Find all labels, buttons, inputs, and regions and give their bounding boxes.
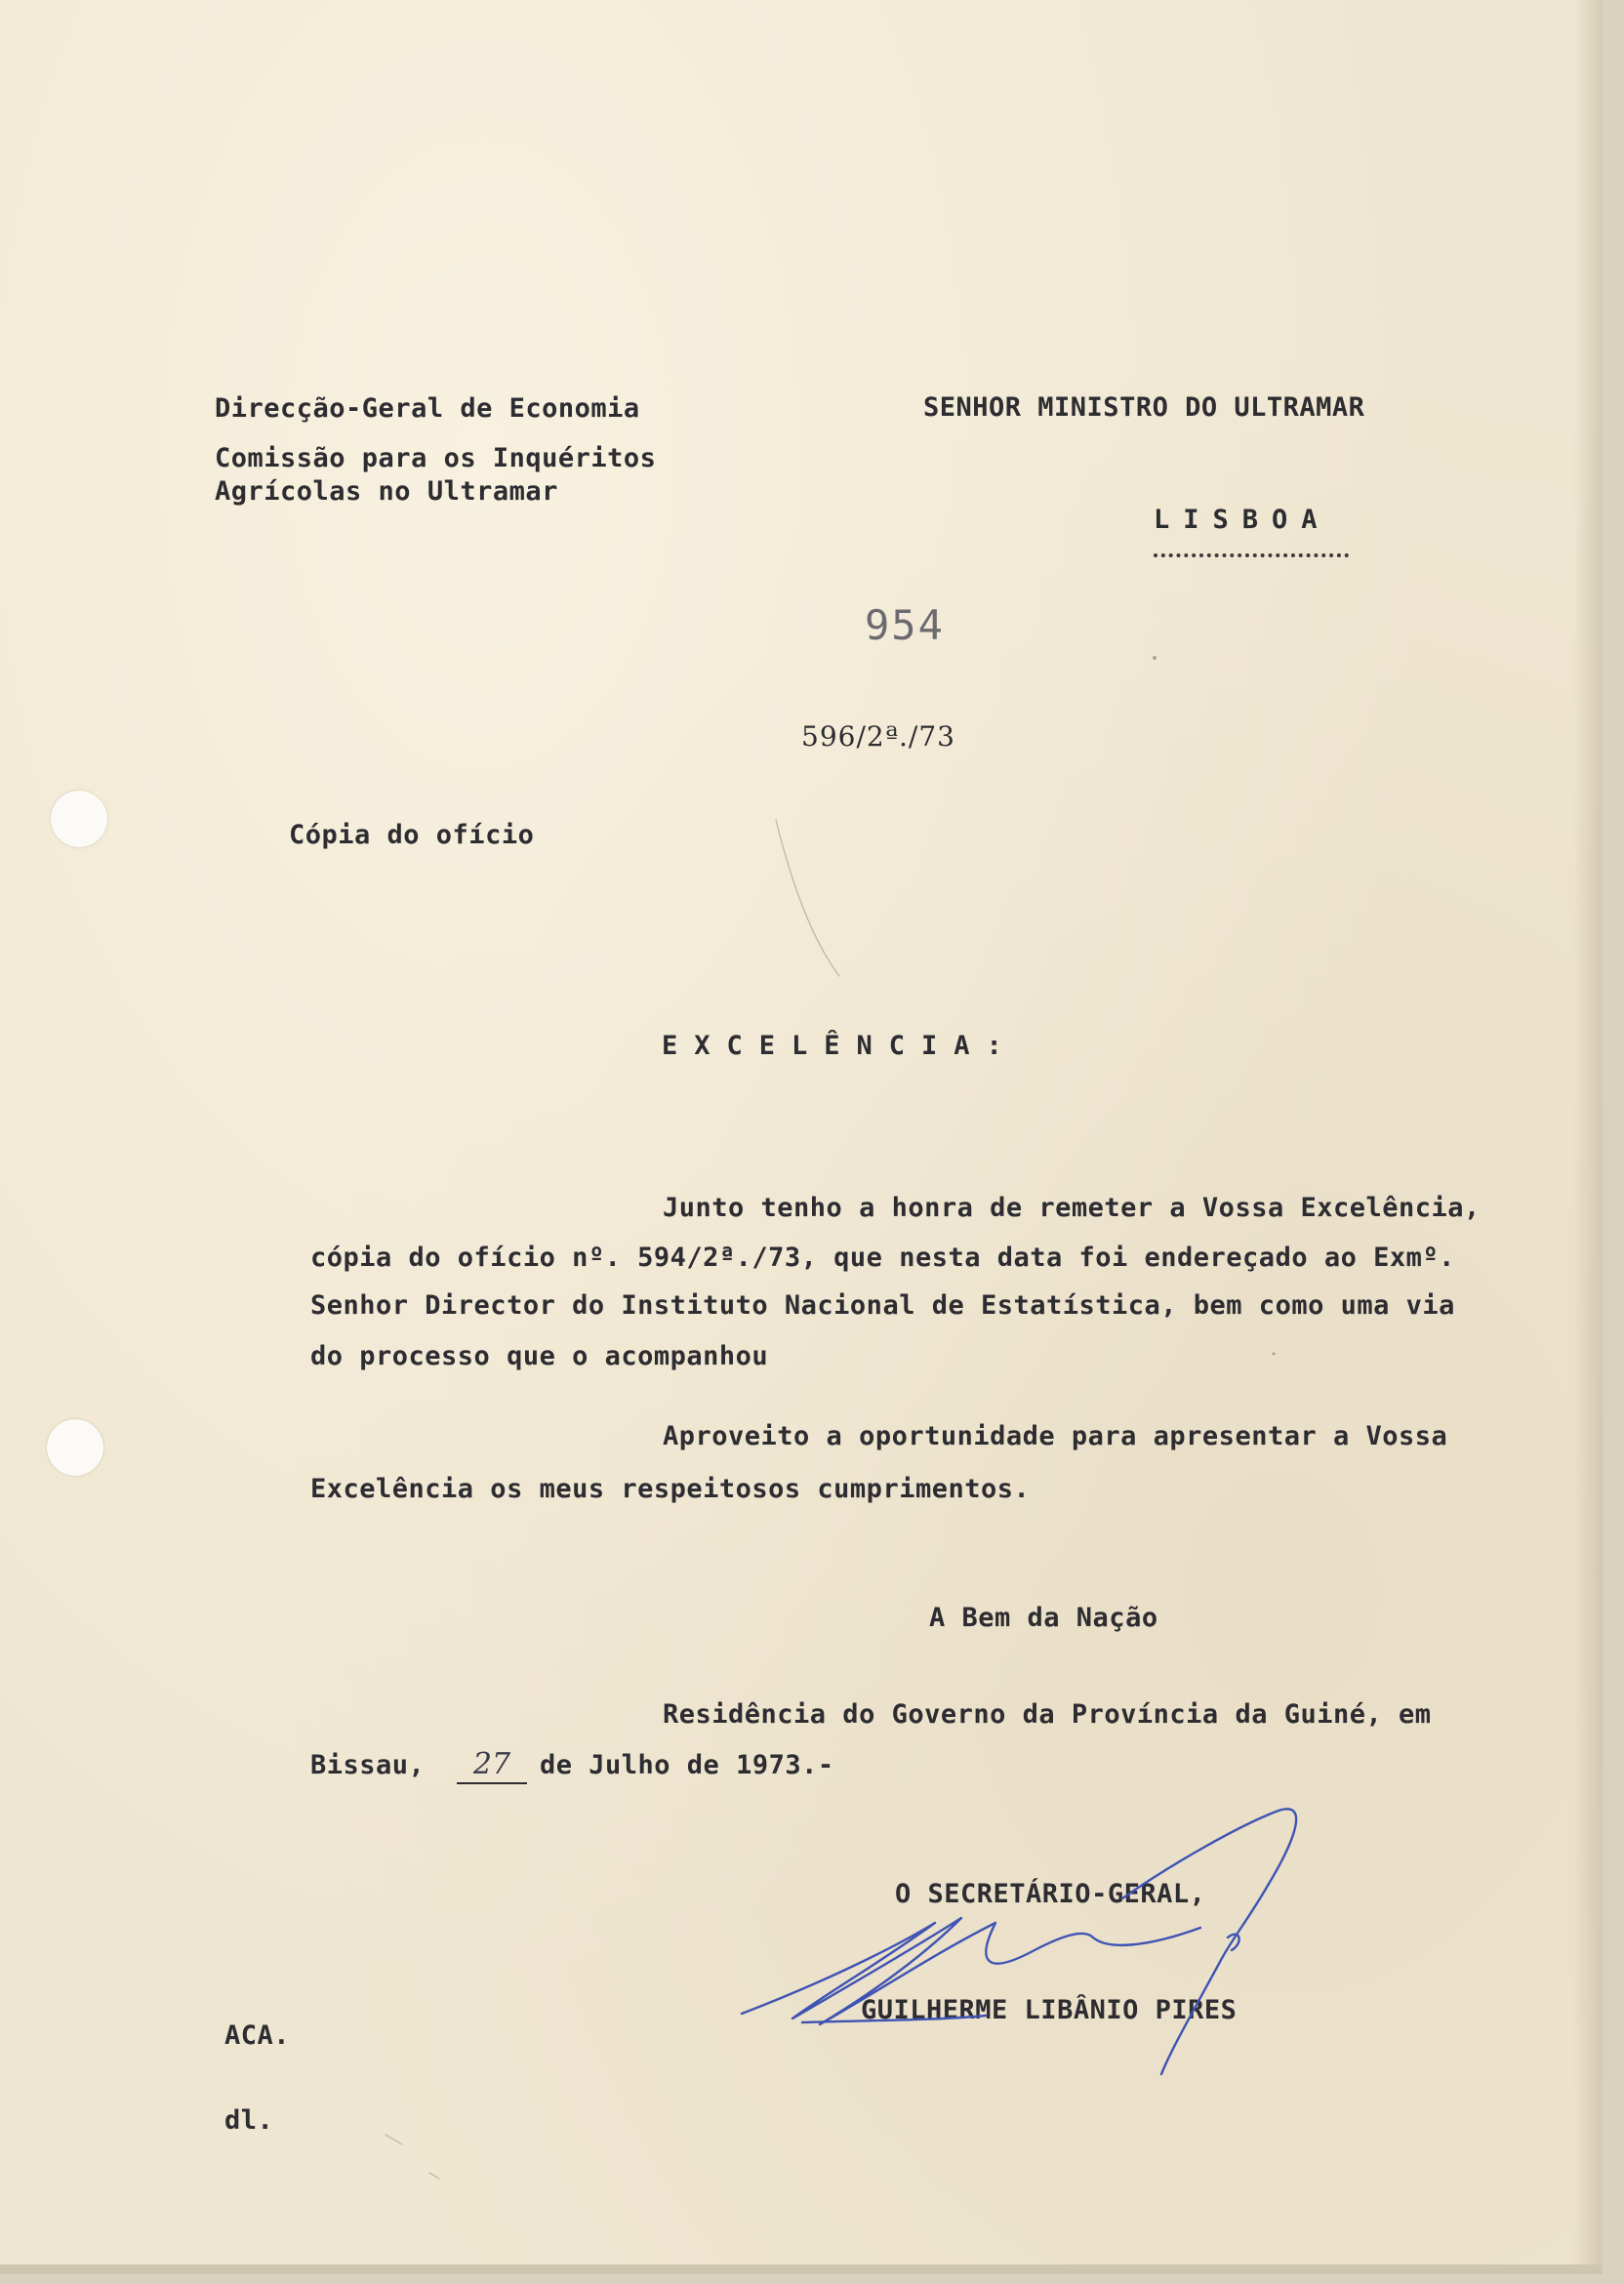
reference-number: 596/2ª./73	[801, 720, 955, 753]
signatory-title: O SECRETÁRIO-GERAL,	[895, 1879, 1206, 1909]
initials-line-2: dl.	[224, 2105, 274, 2136]
body-p1-line-1: Junto tenho a honra de remeter a Vossa Excelência,	[663, 1193, 1481, 1223]
body-p2-line-2: Excelência os meus respeitosos cumprimentos.	[310, 1474, 1031, 1504]
closing-formula: A Bem da Nação	[929, 1603, 1158, 1633]
recipient-title: SENHOR MINISTRO DO ULTRAMAR	[923, 392, 1365, 423]
sender-line-1: Direcção-Geral de Economia	[215, 393, 640, 424]
subject-line: Cópia do ofício	[289, 820, 535, 850]
signatory-name: GUILHERME LIBÂNIO PIRES	[861, 1995, 1238, 2025]
date-prefix: Bissau,	[310, 1750, 426, 1780]
recipient-city: LISBOA	[1154, 505, 1331, 535]
initials-line-1: ACA.	[224, 2020, 291, 2051]
body-p1-line-3: Senhor Director do Instituto Nacional de Estatística, bem como uma via	[310, 1290, 1455, 1321]
body-p1-line-2: cópia do ofício nº. 594/2ª./73, que nesta data foi endereçado ao Exmº.	[310, 1243, 1455, 1273]
handwritten-day: 27	[457, 1747, 527, 1784]
body-p1-line-4: do processo que o acompanhou	[310, 1341, 769, 1371]
sender-line-2: Comissão para os Inquéritos	[215, 443, 657, 473]
body-p2-line-1: Aproveito a oportunidade para apresentar a Vossa	[663, 1421, 1448, 1451]
date-suffix: de Julho de 1973.-	[540, 1750, 834, 1780]
salutation: EXCELÊNCIA:	[662, 1031, 1019, 1061]
sender-line-3: Agrícolas no Ultramar	[215, 476, 558, 507]
place-line: Residência do Governo da Província da Guiné, em	[663, 1699, 1432, 1730]
registry-stamp-number: 954	[865, 601, 945, 649]
